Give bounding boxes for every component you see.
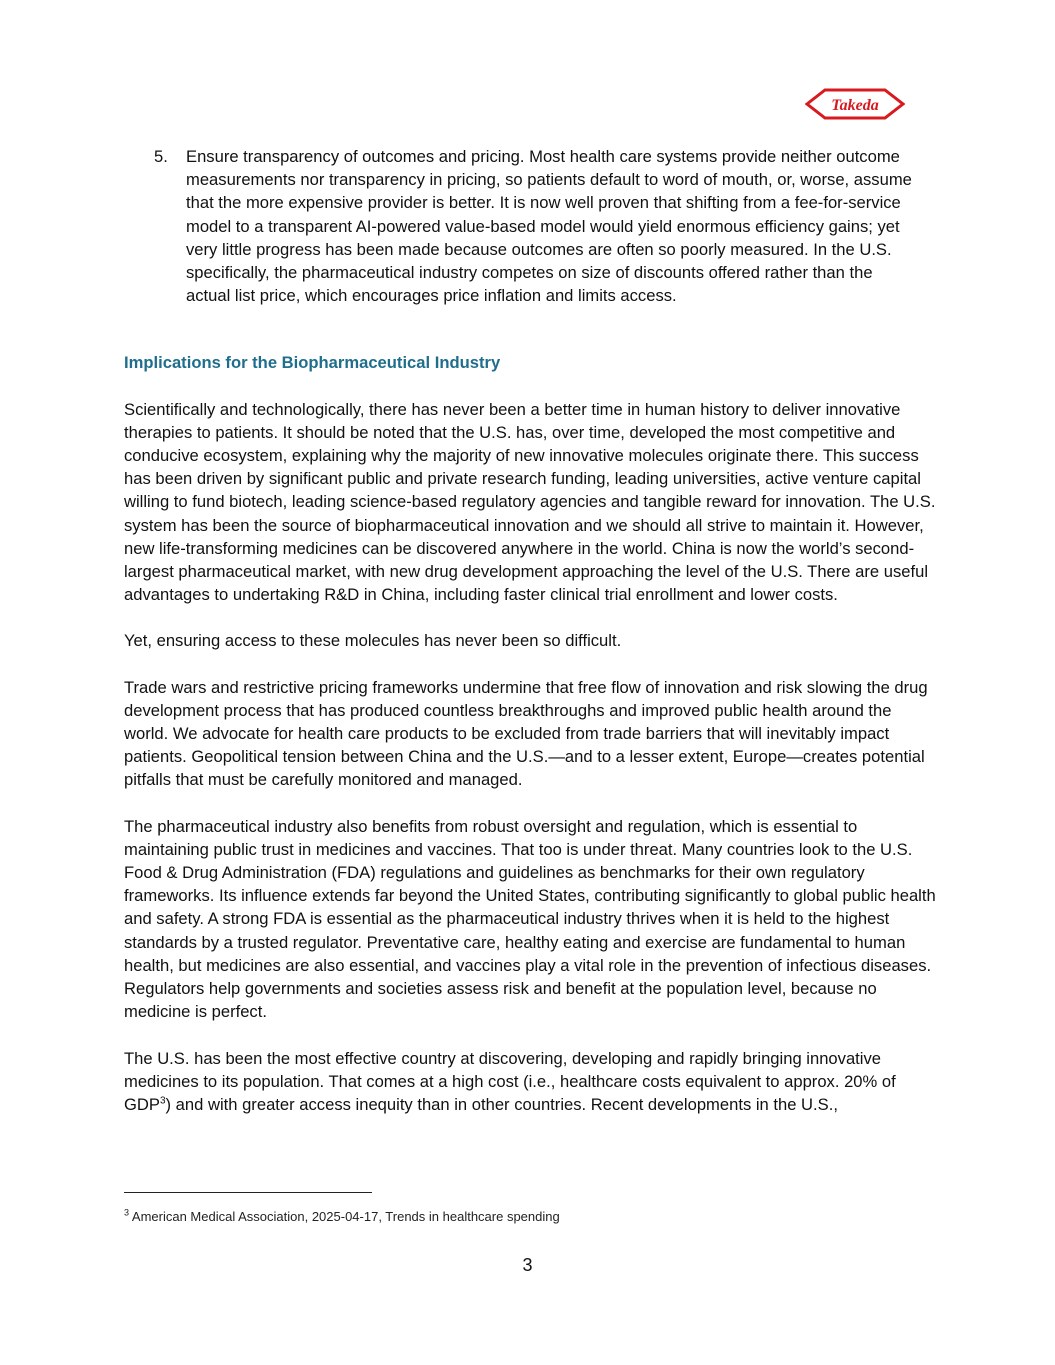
footnote: [124, 1208, 560, 1226]
paragraph-4: The pharmaceutical industry also benefits from robust oversight and regulation, which is essential to maintaining public trust in medicines and vaccines. That too is under threat. Many countries look to the U.S. Food & Drug Administration (FDA) regulations and guidelines as benchmarks for their own regulatory frameworks. Its influence extends far beyond the United States, contributing significantly to global public health and safety. A strong FDA is essential as the pharmaceutical industry thrives when it is held to the highest standards by a trusted regulator. Preventative care, healthy eating and exercise are fundamental to human health, but medicines are also essential, and vaccines play a vital role in the prevention of infectious diseases. Regulators help governments and societies assess risk and benefit at the population level, because no medicine is perfect.: [124, 816, 936, 1022]
document-body: [124, 145, 936, 1116]
list-item-text: Ensure transparency of outcomes and pricing. Most health care systems provide neither outcome measurements nor transparency in pricing, so patients default to word of mouth, or, worse, assume that the more expensive provider is better. It is now well proven that shifting from a fee-for-service model to a transparent AI-powered value-based model would yield enormous efficiency gains; yet very little progress has been made because outcomes are often so poorly measured. In the U.S. specifically, the pharmaceutical industry competes on size of discounts offered rather than the actual list price, which encourages price inflation and limits access.: [186, 147, 912, 306]
footnote-marker: 3: [124, 1207, 130, 1218]
paragraph-5-text-after: ) and with greater access inequity than in other countries. Recent developments in the U.S.,: [165, 1094, 838, 1114]
paragraph-5: [124, 1047, 936, 1117]
numbered-list-item: [124, 145, 936, 307]
takeda-logo: [805, 86, 905, 122]
list-number: 5.: [154, 147, 168, 166]
footnote-reference[interactable]: 3: [159, 1095, 166, 1107]
footnote-divider: [124, 1192, 372, 1193]
logo-text: Takeda: [831, 97, 879, 114]
footnote-text: American Medical Association, 2025-04-17, Trends in healthcare spending: [129, 1209, 560, 1224]
paragraph-2: Yet, ensuring access to these molecules has never been so difficult.: [124, 631, 622, 651]
paragraph-1: Scientifically and technologically, there has never been a better time in human history to deliver innovative therapies to patients. It should be noted that the U.S. has, over time, developed the most competitive and conducive ecosystem, explaining why the majority of new innovative molecules originate there. This success has been driven by significant public and private research funding, leading universities, active venture capital willing to fund biotech, leading science-based regulatory agencies and tangible reward for innovation. The U.S. system has been the source of biopharmaceutical innovation and we should all strive to maintain it. However, new life-transforming medicines can be discovered anywhere in the world. China is now the world’s second-largest pharmaceutical market, with new drug development approaching the level of the U.S. There are useful advantages to undertaking R&D in China, including faster clinical trial enrollment and lower costs.: [124, 399, 936, 605]
page-number: 3: [522, 1255, 533, 1275]
paragraph-5-text-before: The U.S. has been the most effective country at discovering, developing and rapidly bringing innovative medicines to its population. That comes at a high cost (i.e., healthcare costs equivalent to approx. 20% of GDP: [124, 1048, 896, 1114]
section-heading: Implications for the Biopharmaceutical Industry: [124, 353, 501, 373]
paragraph-3: Trade wars and restrictive pricing frameworks undermine that free flow of innovation and risk slowing the drug development process that has produced countless breakthroughs and improved public health around the world. We advocate for health care products to be excluded from trade barriers that will inevitably impact patients. Geopolitical tension between China and the U.S.—and to a lesser extent, Europe—creates potential pitfalls that must be carefully monitored and managed.: [124, 677, 928, 790]
